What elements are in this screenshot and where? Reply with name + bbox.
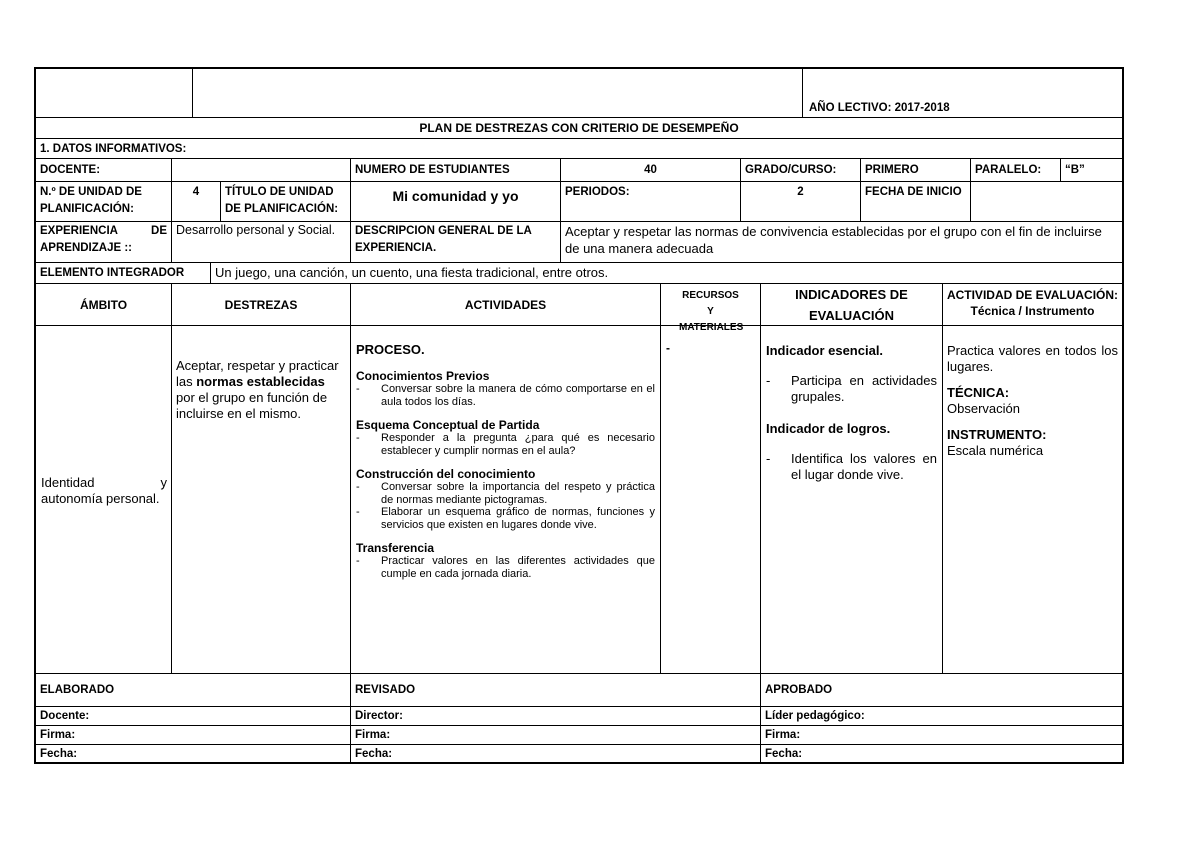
recursos-cell <box>660 325 761 674</box>
grado-label: GRADO/CURSO: <box>740 158 861 182</box>
evaluacion-content <box>943 326 1122 459</box>
footer-director: Director: <box>350 706 761 726</box>
year-box <box>802 68 1123 118</box>
actividades-cell <box>350 325 661 674</box>
footer-fecha-1: Fecha: <box>35 744 351 764</box>
activity-sections <box>356 369 655 580</box>
footer-firma-3: Firma: <box>760 725 1123 745</box>
destrezas-cell <box>171 325 351 674</box>
unidad-label: N.º DE UNIDAD DE PLANIFICACIÓN: <box>35 181 172 222</box>
tecnica-label: TÉCNICA: <box>947 385 1010 400</box>
indicador-esencial-item: - Participa en actividades grupales. <box>766 373 937 405</box>
experiencia-value: Desarrollo personal y Social. <box>171 221 351 263</box>
instrumento-label: INSTRUMENTO: <box>947 427 1047 442</box>
descripcion-label: DESCRIPCION GENERAL DE LA EXPERIENCIA. <box>350 221 561 263</box>
activity-item: - Responder a la pregunta ¿para qué es necesario establecer y cumplir normas en el aula? <box>356 432 655 457</box>
actividades-content <box>351 326 660 580</box>
elemento-label: ELEMENTO INTEGRADOR <box>35 262 211 284</box>
indicador-logros-item: - Identifica los valores en el lugar donde vive. <box>766 451 937 483</box>
footer-aprobado: APROBADO <box>760 673 1123 707</box>
num-estudiantes-label: NUMERO DE ESTUDIANTES <box>350 158 561 182</box>
paralelo-value: “B” <box>1060 158 1123 182</box>
activity-item: - Conversar sobre la importancia del respeto y práctica de normas mediante pictogramas. <box>356 481 655 506</box>
indicador-logros-title: Indicador de logros. <box>766 421 891 436</box>
grado-value: PRIMERO <box>860 158 971 182</box>
school-name-box <box>192 68 803 118</box>
recursos-value: - <box>666 341 670 355</box>
indicadores-content <box>761 326 942 483</box>
col-recursos-header: RECURSOS Y MATERIALES <box>660 283 761 326</box>
paralelo-label: PARALELO: <box>970 158 1061 182</box>
footer-revisado: REVISADO <box>350 673 761 707</box>
experiencia-label: EXPERIENCIA DE APRENDIZAJE :: <box>35 221 172 263</box>
periodos-value: 2 <box>740 181 861 222</box>
instrumento-value: Escala numérica <box>947 443 1044 458</box>
activity-section-title: Esquema Conceptual de Partida <box>356 418 540 432</box>
fecha-inicio-label: FECHA DE INICIO <box>860 181 971 222</box>
col-evaluacion-subtitle: Técnica / Instrumento <box>970 304 1095 318</box>
col-destrezas-header: DESTREZAS <box>171 283 351 326</box>
unidad-value: 4 <box>171 181 221 222</box>
proceso-title: PROCESO. <box>356 342 425 357</box>
footer-fecha-3: Fecha: <box>760 744 1123 764</box>
ambito-value: Identidad y autonomía personal. <box>41 475 167 506</box>
footer-fecha-2: Fecha: <box>350 744 761 764</box>
num-estudiantes-value: 40 <box>560 158 741 182</box>
logo-box <box>35 68 193 118</box>
year-label: AÑO LECTIVO: 2017-2018 <box>809 102 950 114</box>
footer-docente: Docente: <box>35 706 351 726</box>
footer-firma-1: Firma: <box>35 725 351 745</box>
footer-lider: Líder pedagógico: <box>760 706 1123 726</box>
footer-firma-2: Firma: <box>350 725 761 745</box>
plan-title: PLAN DE DESTREZAS CON CRITERIO DE DESEMPEÑO <box>35 117 1123 139</box>
indicador-esencial-title: Indicador esencial. <box>766 343 884 358</box>
periodos-label: PERIODOS: <box>560 181 741 222</box>
descripcion-value: Aceptar y respetar las normas de convivencia establecidas por el grupo con el fin de incluirse de una manera adecuada <box>560 221 1123 263</box>
titulo-value: Mi comunidad y yo <box>350 181 561 222</box>
activity-section-title: Conocimientos Previos <box>356 369 490 383</box>
destreza-text <box>172 326 350 422</box>
footer-elaborado: ELABORADO <box>35 673 351 707</box>
activity-section-title: Transferencia <box>356 541 435 555</box>
section-title: 1. DATOS INFORMATIVOS: <box>35 138 1123 159</box>
activity-section-title: Construcción del conocimiento <box>356 467 536 481</box>
titulo-label: TÍTULO DE UNIDAD DE PLANIFICACIÓN: <box>220 181 351 222</box>
col-indicadores-header: INDICADORES DE EVALUACIÓN <box>760 283 943 326</box>
destreza-bold: normas establecidas <box>196 374 325 389</box>
docente-value <box>171 158 351 182</box>
col-actividades-header: ACTIVIDADES <box>350 283 661 326</box>
docente-label: DOCENTE: <box>35 158 172 182</box>
col-evaluacion-title: ACTIVIDAD DE EVALUACIÓN: <box>946 288 1119 302</box>
destreza-post: por el grupo en función de incluirse en el mismo. <box>176 390 328 421</box>
activity-item: - Elaborar un esquema gráfico de normas, funciones y servicios que existen en lugares donde vive. <box>356 506 655 531</box>
elemento-value: Un juego, una canción, un cuento, una fiesta tradicional, entre otros. <box>210 262 1123 284</box>
fecha-inicio-value <box>970 181 1123 222</box>
ambito-cell <box>35 325 172 674</box>
tecnica-value: Observación <box>947 401 1020 416</box>
activity-item: - Practicar valores en las diferentes actividades que cumple en cada jornada diaria. <box>356 555 655 580</box>
destreza-pre: Aceptar, respetar y practicar las <box>176 358 339 389</box>
activity-item: - Conversar sobre la manera de cómo comportarse en el aula todos los días. <box>356 383 655 408</box>
indicadores-cell <box>760 325 943 674</box>
col-ambito-header: ÁMBITO <box>35 283 172 326</box>
evaluacion-cell <box>942 325 1123 674</box>
col-evaluacion-header <box>942 283 1123 326</box>
eval-text: Practica valores en todos los lugares. <box>947 343 1118 374</box>
